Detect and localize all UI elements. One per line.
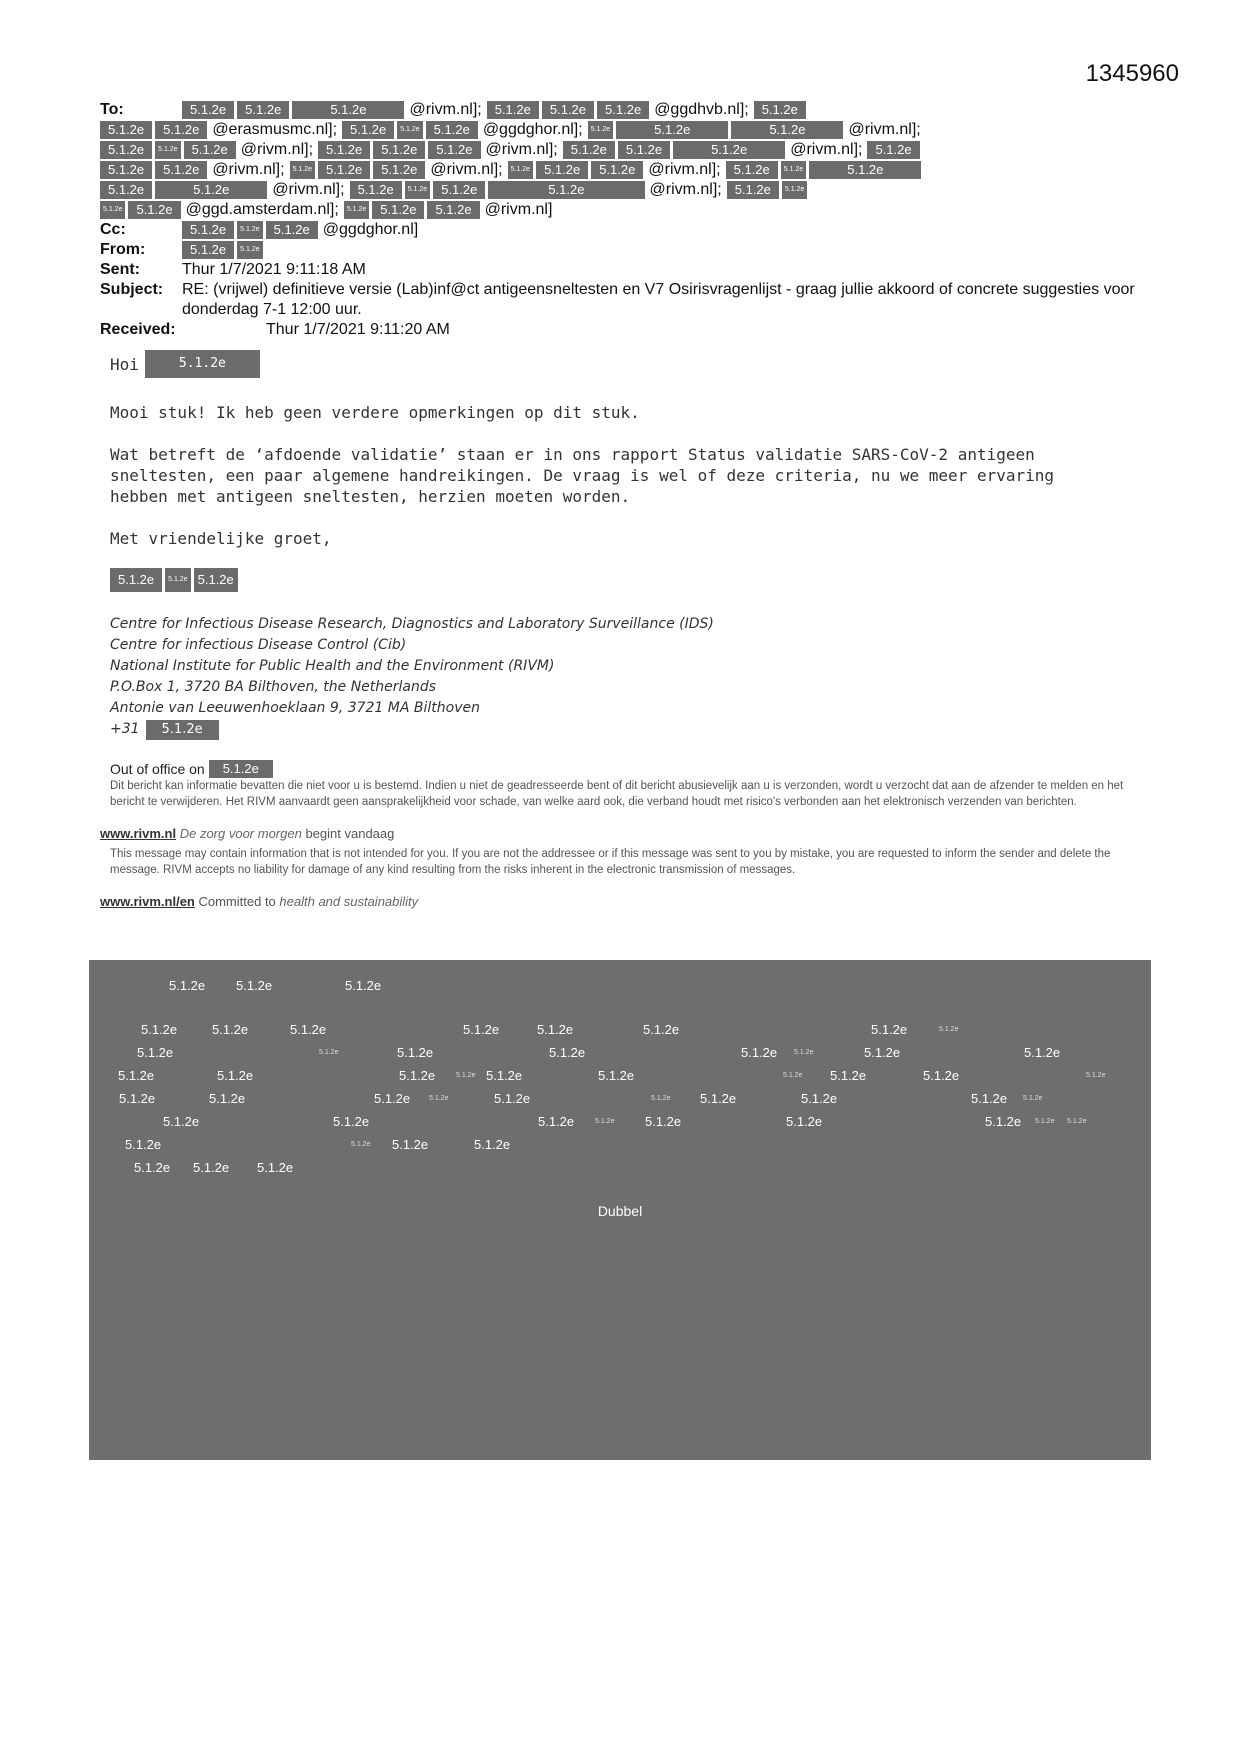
email-domain: @rivm.nl]; [790,141,863,158]
redaction: 5.1.2e [290,1022,327,1037]
redaction: 5.1.2e [508,161,533,179]
redaction: 5.1.2e [1067,1118,1087,1125]
redaction: 5.1.2e [209,1091,246,1106]
redaction: 5.1.2e [616,121,728,139]
redaction: 5.1.2e [538,1114,575,1129]
redaction: 5.1.2e [212,1022,249,1037]
redaction: 5.1.2e [184,141,236,159]
redaction: 5.1.2e [809,161,921,179]
email-domain: @erasmusmc.nl]; [212,121,338,138]
redaction: 5.1.2e [182,101,234,119]
redaction: 5.1.2e [781,161,806,179]
redaction: 5.1.2e [193,1160,230,1175]
email-domain: @rivm.nl]; [649,181,722,198]
recipient-line [100,160,1140,180]
redaction: 5.1.2e [266,221,318,239]
email-domain: @rivm.nl]; [409,101,482,118]
redaction: 5.1.2e [100,201,125,219]
redaction: 5.1.2e [588,121,613,139]
redaction: 5.1.2e [486,1068,523,1083]
tagline-rest: Committed to [194,894,280,909]
redaction: 5.1.2e [971,1091,1008,1106]
redaction: 5.1.2e [426,121,478,139]
signature-block [110,614,714,740]
tagline-nl [100,826,394,841]
redaction: 5.1.2e [100,121,152,139]
from-label: From: [100,241,146,258]
redaction: 5.1.2e [134,1160,171,1175]
redaction: 5.1.2e [125,1137,162,1152]
redaction: 5.1.2e [100,161,152,179]
redaction: 5.1.2e [591,161,643,179]
redaction: 5.1.2e [128,201,180,219]
redaction: 5.1.2e [318,161,370,179]
tagline-en [100,894,418,909]
redaction: 5.1.2e [786,1114,823,1129]
redaction: 5.1.2e [118,1068,155,1083]
phone-prefix: +31 [110,721,140,737]
redaction: 5.1.2e [397,1045,434,1060]
to-label: To: [100,101,124,118]
sent-value: Thur 1/7/2021 9:11:18 AM [182,261,366,278]
redaction: 5.1.2e [643,1022,680,1037]
disclaimer-nl: Dit bericht kan informatie bevatten die niet voor u is bestemd. Indien u niet de geadresseerde bent of dit bericht abusievelijk aan u is verzonden, wordt u verzocht dat aan de afzender te melden en het bericht te verwijderen. Het RIVM aanvaardt geen aansprakelijkheid voor schade, van welke aard ook, die verband houdt met risico's verbonden aan het elektronisch verzenden van berichten. [110,780,1124,808]
redaction: 5.1.2e [598,1068,635,1083]
email-domain: @rivm.nl]; [240,141,314,158]
redaction: 5.1.2e [345,978,382,993]
out-of-office [110,760,273,778]
signature-line: Centre for infectious Disease Control (Cib) [110,637,407,653]
redaction: 5.1.2e [319,1049,339,1056]
email-domain: @rivm.nl]; [848,121,921,138]
signature-phone [110,719,714,740]
redaction: 5.1.2e [169,978,206,993]
from-row [100,240,1140,260]
signature-line: National Institute for Public Health and the Environment (RIVM) [110,658,555,674]
redaction: 5.1.2e [783,1072,803,1079]
redaction: 5.1.2e [119,1091,156,1106]
cc-row [100,220,1140,240]
redaction: 5.1.2e [1023,1095,1043,1102]
disclaimer-en: This message may contain information that is not intended for you. If you are not the addressee or if this message was sent to you by mistake, you are requested to inform the sender and delete the message. RIVM accepts no liability for damage of any kind resulting from the risks inherent in the electronic transmission of messages. [110,848,1111,876]
redaction: 5.1.2e [939,1026,959,1033]
redaction: 5.1.2e [155,161,207,179]
email-domain: @ggdghor.nl] [322,221,419,238]
redaction: 5.1.2e [488,181,644,199]
redaction: 5.1.2e [163,1114,200,1129]
redaction: 5.1.2e [342,121,394,139]
redaction: 5.1.2e [217,1068,254,1083]
redaction: 5.1.2e [429,1095,449,1102]
tagline-italic: De zorg voor morgen [179,826,302,841]
redaction: 5.1.2e [351,1141,371,1148]
from-value [182,240,263,260]
redaction: 5.1.2e [350,181,402,199]
redaction: 5.1.2e [165,568,190,592]
cc-recipients [182,220,420,240]
redaction: 5.1.2e [399,1068,436,1083]
redaction: 5.1.2e [741,1045,778,1060]
tagline-italic: health and sustainability [279,894,419,909]
redaction: 5.1.2e [373,141,425,159]
redaction: 5.1.2e [427,201,479,219]
redaction: 5.1.2e [155,141,180,159]
redaction: 5.1.2e [137,1045,174,1060]
received-row [100,320,1140,340]
email-domain: @rivm.nl] [484,201,553,218]
redaction: 5.1.2e [145,350,260,378]
redaction: 5.1.2e [537,1022,574,1037]
recipient-line [100,120,1140,140]
redaction: 5.1.2e [292,101,404,119]
redaction: 5.1.2e [549,1045,586,1060]
redaction: 5.1.2e [237,101,289,119]
redaction: 5.1.2e [155,181,267,199]
email-domain: @rivm.nl]; [430,161,503,178]
email-header [100,100,1140,340]
redaction: 5.1.2e [318,141,370,159]
redaction: 5.1.2e [333,1114,370,1129]
redaction: 5.1.2e [456,1072,476,1079]
redaction: 5.1.2e [155,121,207,139]
email-domain: @rivm.nl]; [485,141,558,158]
redaction: 5.1.2e [923,1068,960,1083]
redaction: 5.1.2e [536,161,588,179]
redaction: 5.1.2e [1086,1072,1106,1079]
redaction: 5.1.2e [397,121,422,139]
sent-label: Sent: [100,261,140,278]
redaction: 5.1.2e [374,1091,411,1106]
redaction: 5.1.2e [405,181,430,199]
rivm-en-link[interactable]: www.rivm.nl/en [100,894,195,909]
redaction: 5.1.2e [194,568,238,592]
signature-line: Centre for Infectious Disease Research, Diagnostics and Laboratory Surveillance (IDS) [110,616,714,632]
redaction: 5.1.2e [237,221,262,239]
redaction: 5.1.2e [372,201,424,219]
sent-row [100,260,1140,280]
redaction: 5.1.2e [618,141,670,159]
recipient-line [100,180,1140,200]
redaction: 5.1.2e [428,141,480,159]
rivm-link[interactable]: www.rivm.nl [100,826,177,841]
greeting [110,350,260,378]
redaction: 5.1.2e [100,181,152,199]
redaction: 5.1.2e [801,1091,838,1106]
redaction: 5.1.2e [651,1095,671,1102]
dubbel-label: Dubbel [597,1203,643,1219]
redaction: 5.1.2e [645,1114,682,1129]
recipient-line [100,140,1140,160]
redaction: 5.1.2e [146,720,219,740]
redaction: 5.1.2e [182,221,234,239]
signature-name [110,568,238,592]
redaction: 5.1.2e [209,760,273,778]
redaction: 5.1.2e [563,141,615,159]
tagline-rest: begint vandaag [301,826,395,841]
recipient-line [182,100,1140,120]
redaction: 5.1.2e [1035,1118,1055,1125]
received-value: Thur 1/7/2021 9:11:20 AM [266,321,450,338]
paragraph-2: Wat betreft de ‘afdoende validatie’ staan er in ons rapport Status validatie SARS-CoV-2 antigeen sneltesten, een paar algemene handreikingen. De vraag is wel of deze criteria, nu we meer ervaring hebben met antigeen sneltesten, herzien moeten worden. [110,445,1055,506]
redaction: 5.1.2e [392,1137,429,1152]
redaction: 5.1.2e [236,978,273,993]
redaction: 5.1.2e [494,1091,531,1106]
cc-label: Cc: [100,221,126,238]
redaction: 5.1.2e [597,101,649,119]
email-domain: @rivm.nl]; [212,161,285,178]
email-domain: @ggd.amsterdam.nl]; [185,201,339,218]
recipient-line [100,200,1140,220]
redaction: 5.1.2e [782,181,807,199]
redaction: 5.1.2e [754,101,806,119]
redaction: 5.1.2e [726,161,778,179]
subject-value: RE: (vrijwel) definitieve versie (Lab)inf@ct antigeensneltesten en V7 Osirisvragenlijst - graag jullie akkoord of concrete suggesties voor donderdag 7-1 12:00 uur. [182,281,1135,318]
redaction: 5.1.2e [727,181,779,199]
redaction: 5.1.2e [867,141,919,159]
signature-line: P.O.Box 1, 3720 BA Bilthoven, the Netherlands [110,679,437,695]
received-label: Received: [100,321,176,338]
redaction: 5.1.2e [290,161,315,179]
redacted-duplicate-block [89,960,1151,1460]
document-id: 1345960 [1085,60,1179,87]
email-domain: @rivm.nl]; [648,161,721,178]
paragraph-1: Mooi stuk! Ik heb geen verdere opmerkingen op dit stuk. [110,403,640,422]
redaction: 5.1.2e [864,1045,901,1060]
redaction: 5.1.2e [673,141,785,159]
redaction: 5.1.2e [985,1114,1022,1129]
redaction: 5.1.2e [182,241,234,259]
redaction: 5.1.2e [141,1022,178,1037]
redaction: 5.1.2e [344,201,369,219]
greeting-text: Hoi [110,354,139,374]
redaction: 5.1.2e [542,101,594,119]
redaction: 5.1.2e [700,1091,737,1106]
redaction: 5.1.2e [731,121,843,139]
email-domain: @ggdghor.nl]; [482,121,583,138]
redaction: 5.1.2e [373,161,425,179]
redaction: 5.1.2e [487,101,539,119]
redaction: 5.1.2e [595,1118,615,1125]
redaction: 5.1.2e [794,1049,814,1056]
redaction: 5.1.2e [433,181,485,199]
redaction: 5.1.2e [830,1068,867,1083]
redaction: 5.1.2e [1024,1045,1061,1060]
closing: Met vriendelijke groet, [110,529,332,548]
subject-label: Subject: [100,281,164,298]
redaction: 5.1.2e [100,141,152,159]
email-domain: @ggdhvb.nl]; [654,101,749,118]
to-row [100,100,1140,220]
redaction: 5.1.2e [110,568,162,592]
out-of-office-label: Out of office on [110,761,205,777]
redaction: 5.1.2e [257,1160,294,1175]
redaction: 5.1.2e [237,241,262,259]
redaction: 5.1.2e [463,1022,500,1037]
signature-line: Antonie van Leeuwenhoeklaan 9, 3721 MA Bilthoven [110,700,480,716]
redaction: 5.1.2e [871,1022,908,1037]
redaction: 5.1.2e [474,1137,511,1152]
subject-row [100,280,1140,320]
email-domain: @rivm.nl]; [272,181,345,198]
